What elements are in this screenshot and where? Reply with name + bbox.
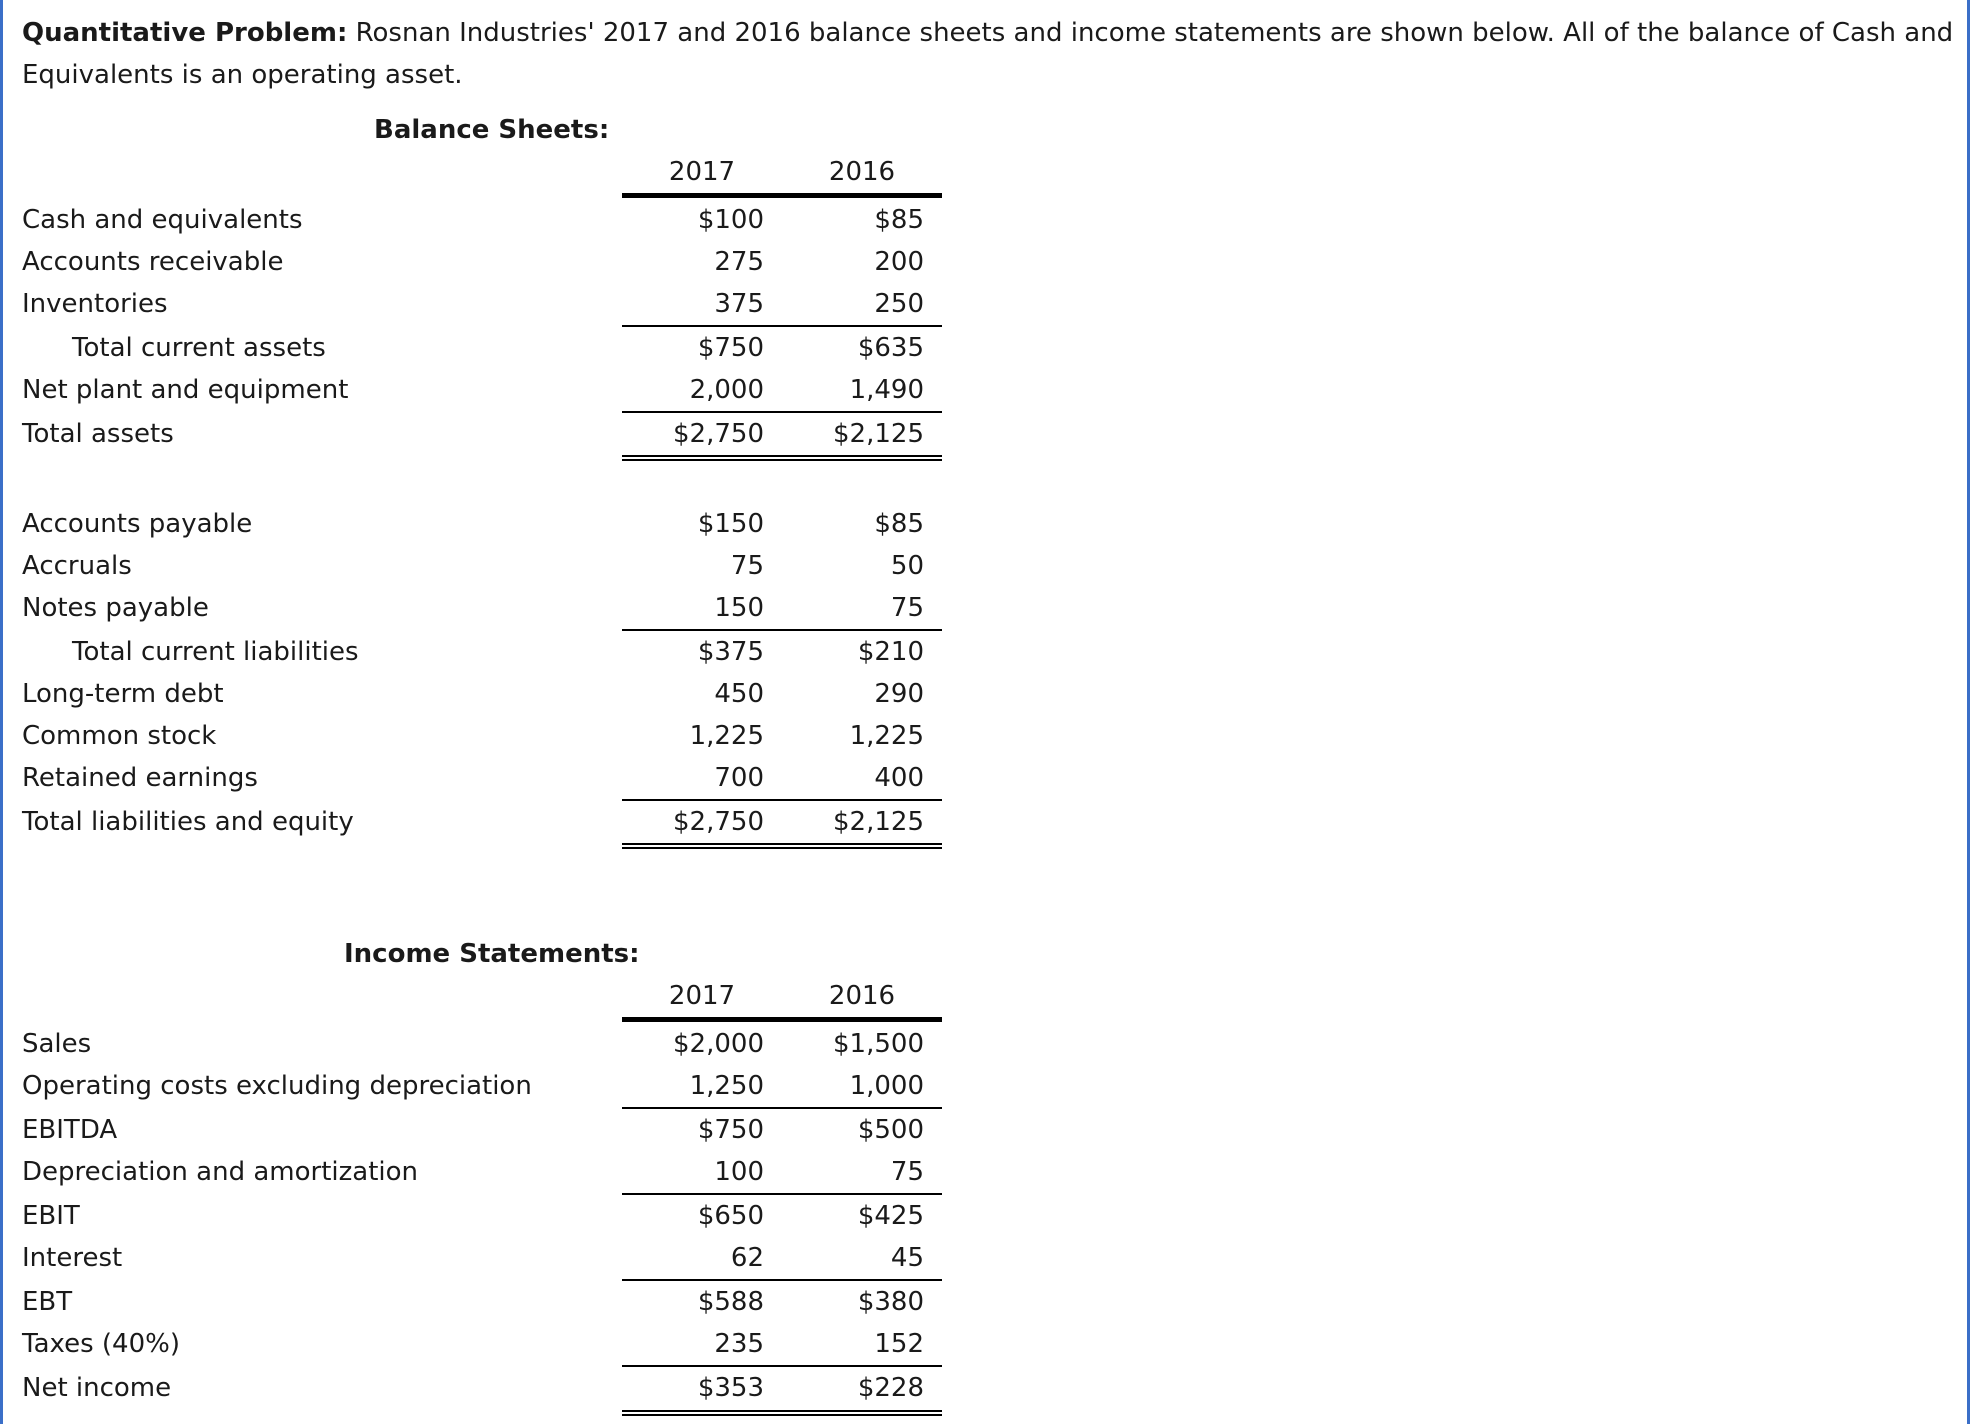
balance-sheet-title: Balance Sheets: bbox=[374, 115, 610, 145]
total-current-liabilities-2017: $375 bbox=[697, 637, 764, 667]
row-label-retained-earnings: Retained earnings bbox=[22, 763, 258, 793]
net-income-2016: $228 bbox=[857, 1373, 924, 1403]
cash-2016: $85 bbox=[874, 205, 924, 235]
row-label-notes-payable: Notes payable bbox=[22, 593, 209, 623]
total-current-liabilities-2016: $210 bbox=[857, 637, 924, 667]
taxes-2017: 235 bbox=[714, 1329, 764, 1359]
total-current-assets-2016: $635 bbox=[857, 333, 924, 363]
row-label-taxes: Taxes (40%) bbox=[22, 1329, 180, 1359]
income-col-2016: 2016 bbox=[828, 981, 896, 1011]
rule-ebitda bbox=[622, 1107, 942, 1109]
sales-2016: $1,500 bbox=[833, 1029, 924, 1059]
notes-payable-2017: 150 bbox=[714, 593, 764, 623]
retained-earnings-2016: 400 bbox=[874, 763, 924, 793]
double-rule-total-assets bbox=[622, 455, 942, 461]
net-plant-2017: 2,000 bbox=[689, 375, 764, 405]
ebitda-2016: $500 bbox=[857, 1115, 924, 1145]
total-liabilities-equity-2016: $2,125 bbox=[833, 807, 924, 837]
rule-current-assets bbox=[622, 325, 942, 327]
ebt-2016: $380 bbox=[857, 1287, 924, 1317]
rule-ebt bbox=[622, 1279, 942, 1281]
interest-2017: 62 bbox=[730, 1243, 764, 1273]
long-term-debt-2016: 290 bbox=[874, 679, 924, 709]
row-label-ebitda: EBITDA bbox=[22, 1115, 118, 1145]
ebitda-2017: $750 bbox=[697, 1115, 764, 1145]
ebit-2017: $650 bbox=[697, 1201, 764, 1231]
depreciation-2016: 75 bbox=[890, 1157, 924, 1187]
depreciation-2017: 100 bbox=[714, 1157, 764, 1187]
double-rule-net-income bbox=[622, 1410, 942, 1416]
accounts-payable-2017: $150 bbox=[697, 509, 764, 539]
ebt-2017: $588 bbox=[697, 1287, 764, 1317]
rule-total-assets bbox=[622, 411, 942, 413]
row-label-total-liabilities-equity: Total liabilities and equity bbox=[22, 807, 354, 837]
total-current-assets-2017: $750 bbox=[697, 333, 764, 363]
interest-2016: 45 bbox=[890, 1243, 924, 1273]
row-label-total-current-liabilities: Total current liabilities bbox=[72, 637, 359, 667]
notes-payable-2016: 75 bbox=[890, 593, 924, 623]
operating-costs-2016: 1,000 bbox=[849, 1071, 924, 1101]
receivables-2017: 275 bbox=[714, 247, 764, 277]
row-label-cash: Cash and equivalents bbox=[22, 205, 303, 235]
row-label-depreciation: Depreciation and amortization bbox=[22, 1157, 418, 1187]
row-label-long-term-debt: Long-term debt bbox=[22, 679, 224, 709]
row-label-interest: Interest bbox=[22, 1243, 123, 1273]
row-label-sales: Sales bbox=[22, 1029, 92, 1059]
net-plant-2016: 1,490 bbox=[849, 375, 924, 405]
row-label-accruals: Accruals bbox=[22, 551, 132, 581]
receivables-2016: 200 bbox=[874, 247, 924, 277]
accounts-payable-2016: $85 bbox=[874, 509, 924, 539]
row-label-ebit: EBIT bbox=[22, 1201, 80, 1231]
total-assets-2017: $2,750 bbox=[673, 419, 764, 449]
total-assets-2016: $2,125 bbox=[833, 419, 924, 449]
balance-header-rule bbox=[622, 193, 942, 198]
income-header-rule bbox=[622, 1017, 942, 1022]
common-stock-2017: 1,225 bbox=[689, 721, 764, 751]
common-stock-2016: 1,225 bbox=[849, 721, 924, 751]
problem-statement bbox=[22, 12, 1962, 96]
income-col-2017: 2017 bbox=[668, 981, 736, 1011]
row-label-receivables: Accounts receivable bbox=[22, 247, 284, 277]
row-label-common-stock: Common stock bbox=[22, 721, 217, 751]
rule-current-liabilities bbox=[622, 629, 942, 631]
balance-col-2016: 2016 bbox=[828, 157, 896, 187]
accruals-2016: 50 bbox=[890, 551, 924, 581]
row-label-accounts-payable: Accounts payable bbox=[22, 509, 253, 539]
row-label-ebt: EBT bbox=[22, 1287, 73, 1317]
total-liabilities-equity-2017: $2,750 bbox=[673, 807, 764, 837]
row-label-total-assets: Total assets bbox=[22, 419, 174, 449]
row-label-inventories: Inventories bbox=[22, 289, 168, 319]
balance-col-2017: 2017 bbox=[668, 157, 736, 187]
row-label-net-plant: Net plant and equipment bbox=[22, 375, 349, 405]
double-rule-total-liabilities bbox=[622, 843, 942, 849]
inventories-2017: 375 bbox=[714, 289, 764, 319]
rule-net-income bbox=[622, 1365, 942, 1367]
problem-label: Quantitative Problem: bbox=[22, 18, 348, 48]
net-income-2017: $353 bbox=[697, 1373, 764, 1403]
long-term-debt-2017: 450 bbox=[714, 679, 764, 709]
operating-costs-2017: 1,250 bbox=[689, 1071, 764, 1101]
taxes-2016: 152 bbox=[874, 1329, 924, 1359]
rule-total-liabilities bbox=[622, 799, 942, 801]
row-label-operating-costs: Operating costs excluding depreciation bbox=[22, 1071, 532, 1101]
accruals-2017: 75 bbox=[730, 551, 764, 581]
sales-2017: $2,000 bbox=[673, 1029, 764, 1059]
row-label-net-income: Net income bbox=[22, 1373, 172, 1403]
rule-ebit bbox=[622, 1193, 942, 1195]
problem-text: Rosnan Industries' 2017 and 2016 balance sheets and income statements are shown below. All of the balance of Cash and Equivalents is an operating asset. bbox=[22, 18, 1954, 90]
row-label-total-current-assets: Total current assets bbox=[72, 333, 326, 363]
inventories-2016: 250 bbox=[874, 289, 924, 319]
income-statement-title: Income Statements: bbox=[344, 939, 640, 969]
ebit-2016: $425 bbox=[857, 1201, 924, 1231]
cash-2017: $100 bbox=[697, 205, 764, 235]
retained-earnings-2017: 700 bbox=[714, 763, 764, 793]
